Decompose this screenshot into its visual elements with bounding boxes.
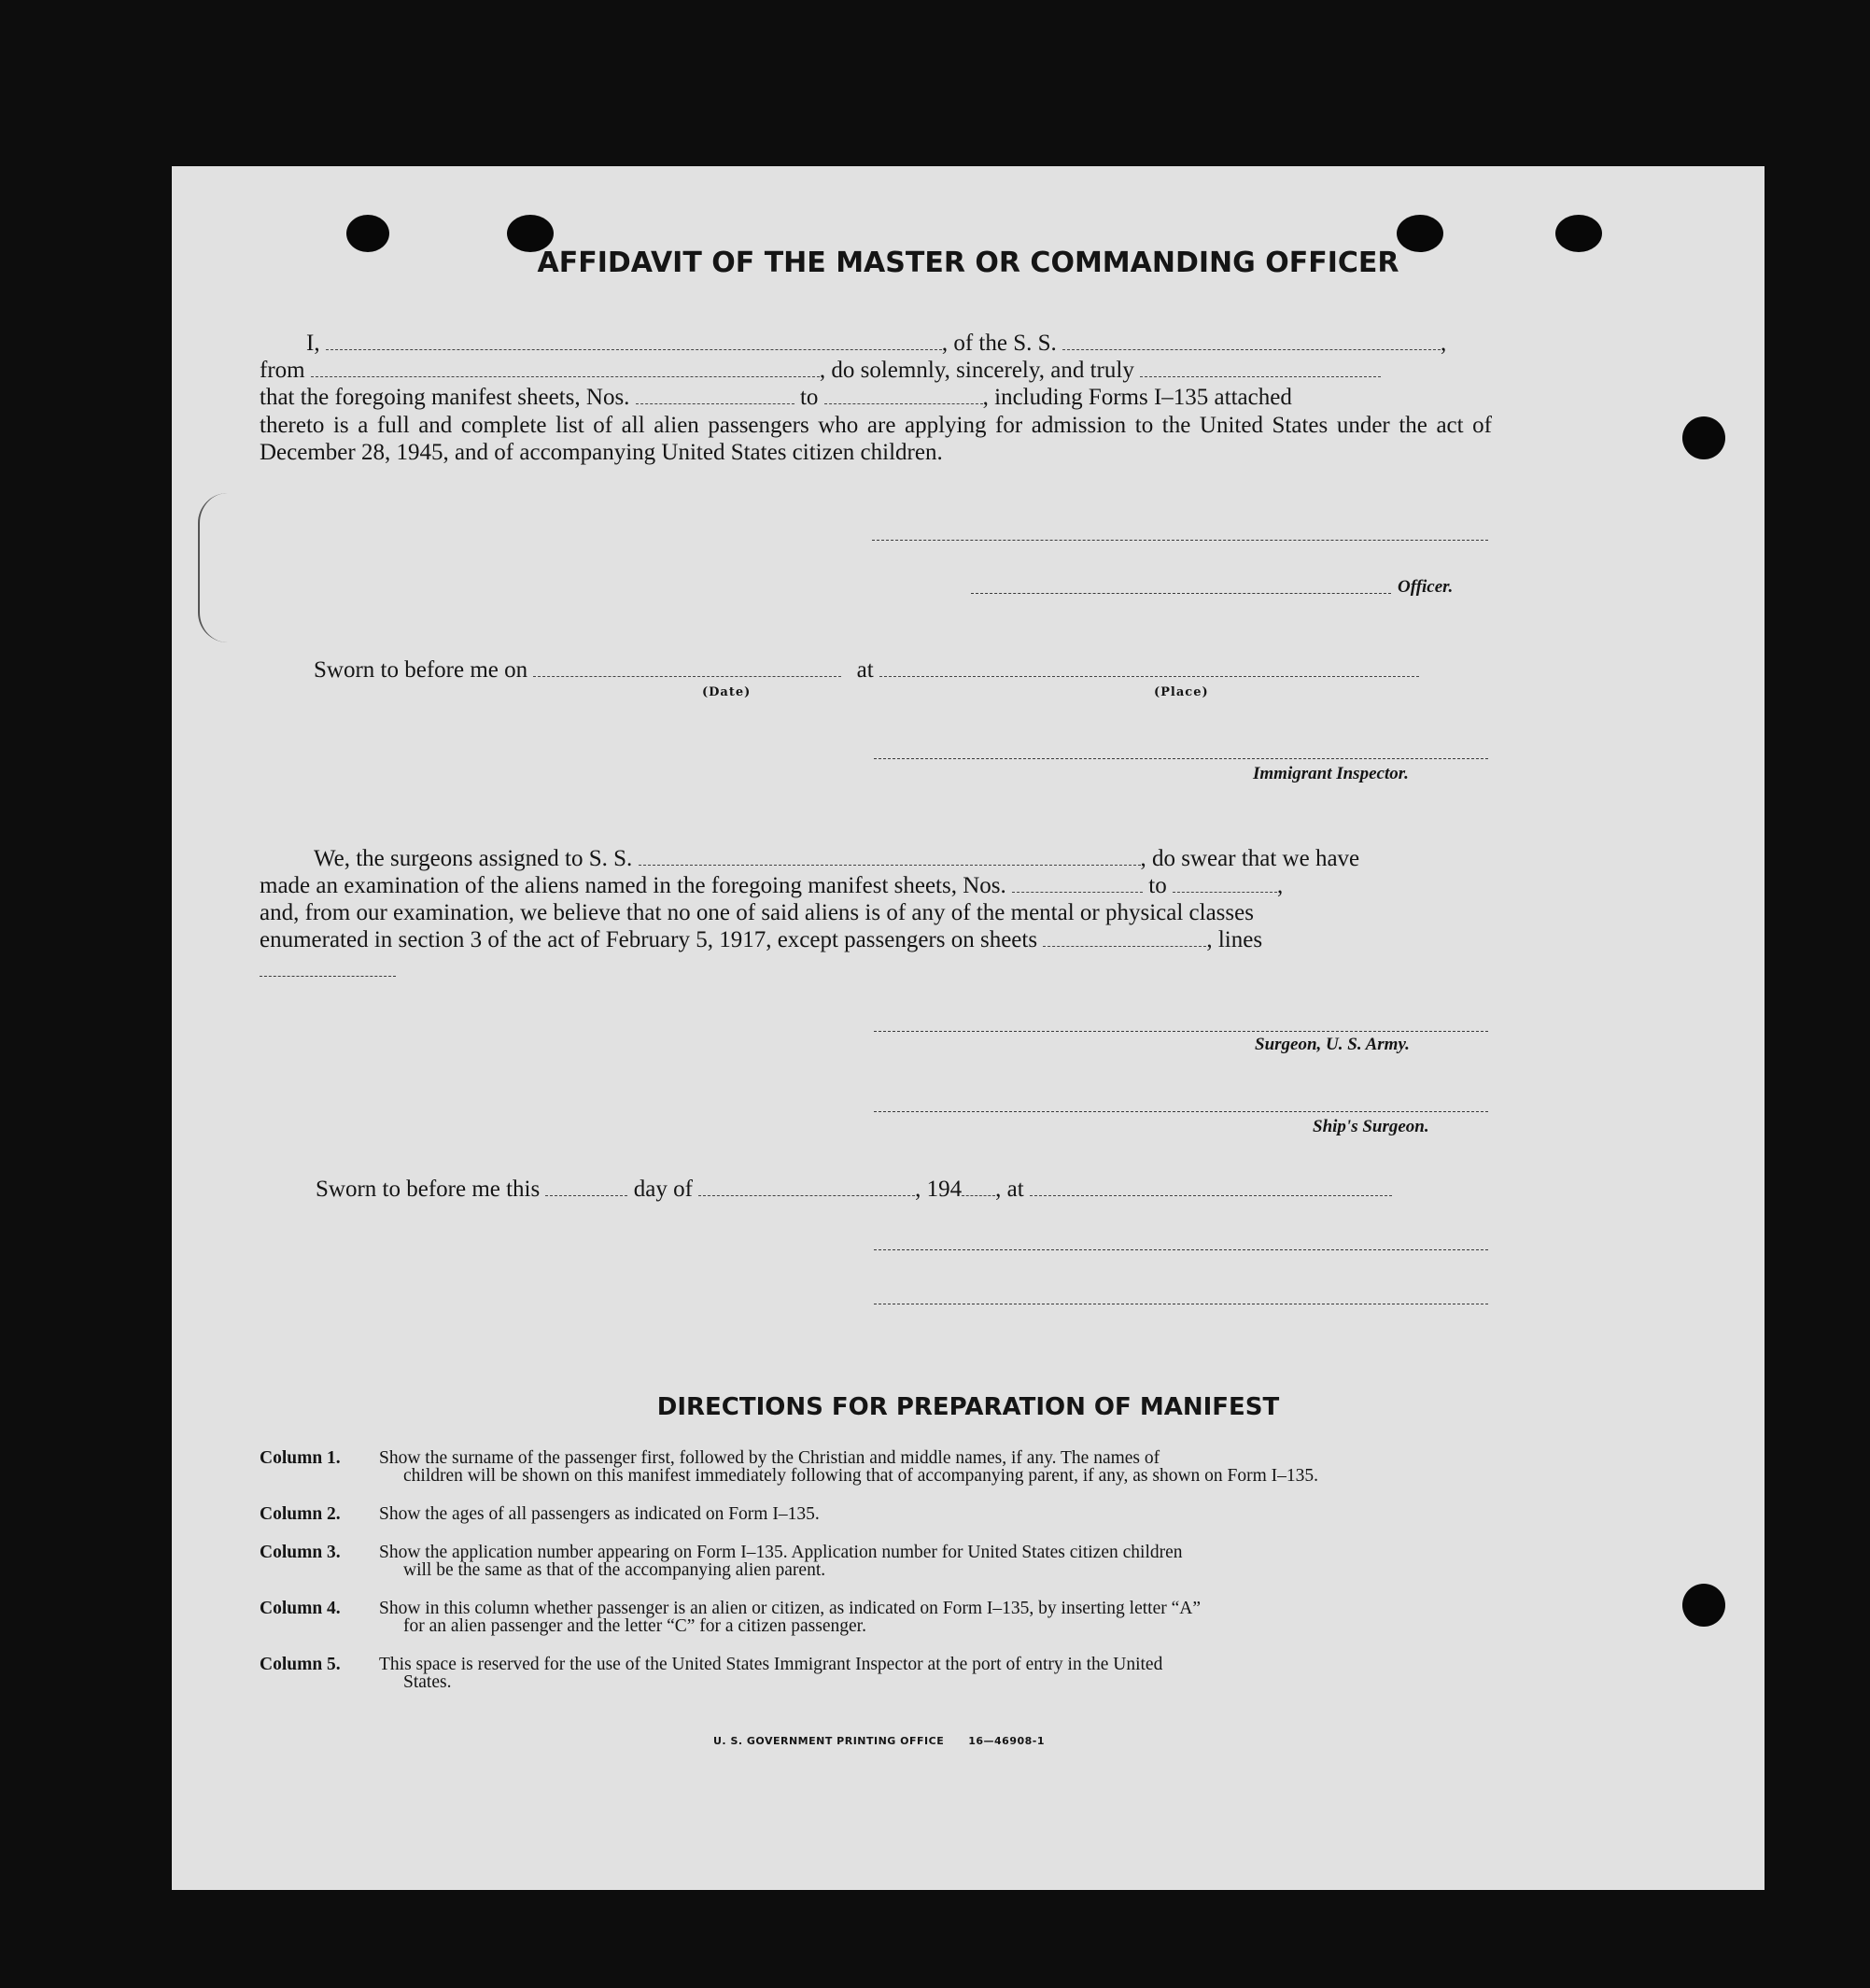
- army-surgeon-label: Surgeon, U. S. Army.: [1255, 1035, 1410, 1054]
- from-continuation-field[interactable]: [1140, 358, 1381, 377]
- form-page: [172, 166, 1765, 1890]
- sworn-day-field[interactable]: [545, 1177, 627, 1196]
- date-caption: (Date): [702, 685, 752, 699]
- punch-hole: [1682, 416, 1725, 459]
- direction-text-continued: children will be shown on this manifest immediately following that of accompanying parent, if any, as shown on Form I–135.: [403, 1466, 1319, 1486]
- form-number: 16—46908-1: [968, 1735, 1045, 1747]
- exam-sheets-to-field[interactable]: [1173, 873, 1277, 893]
- direction-text-continued: for an alien passenger and the letter “C” for a citizen passenger.: [403, 1616, 866, 1636]
- direction-item: [260, 1600, 1492, 1635]
- affidavit-line-1: I, , of the S. S. ,: [306, 331, 1447, 356]
- sworn-month-field[interactable]: [698, 1177, 915, 1196]
- witness-signature-line[interactable]: [874, 1249, 1488, 1250]
- sheets-to-field[interactable]: [824, 385, 983, 404]
- inspector-signature-line[interactable]: [874, 758, 1488, 759]
- sworn-date-field[interactable]: [533, 657, 841, 677]
- surgeons-line-3: and, from our examination, we believe that no one of said aliens is of any of the mental or physical classes: [260, 900, 1254, 925]
- printing-office-imprint: U. S. GOVERNMENT PRINTING OFFICE 16—46908-1: [713, 1735, 1045, 1747]
- affidavit-line-3: that the foregoing manifest sheets, Nos. to , including Forms I–135 attached: [260, 385, 1292, 410]
- ship-surgeon-signature-line[interactable]: [874, 1111, 1488, 1112]
- direction-item: [260, 1449, 1492, 1485]
- direction-column-label: Column 4.: [260, 1599, 341, 1618]
- surgeons-line-1: We, the surgeons assigned to S. S. , do swear that we have: [314, 846, 1360, 871]
- direction-item: [260, 1505, 1492, 1523]
- direction-column-label: Column 2.: [260, 1504, 341, 1524]
- direction-column-label: Column 5.: [260, 1655, 341, 1674]
- affidavit-line-2: from , do solemnly, sincerely, and truly: [260, 358, 1381, 384]
- officer-name-field[interactable]: [326, 331, 942, 350]
- punch-hole: [1682, 1584, 1725, 1627]
- direction-text-continued: will be the same as that of the accompanying alien parent.: [403, 1560, 826, 1580]
- ship-name-field[interactable]: [1062, 331, 1441, 350]
- exam-sheets-from-field[interactable]: [1012, 873, 1143, 893]
- except-sheets-field[interactable]: [1043, 927, 1206, 947]
- sworn-year-field[interactable]: [962, 1177, 995, 1196]
- officer-title-line[interactable]: [971, 593, 1391, 594]
- direction-text-continued: States.: [403, 1672, 452, 1692]
- surgeons-line-2: made an examination of the aliens named in the foregoing manifest sheets, Nos. to ,: [260, 873, 1284, 898]
- place-caption: (Place): [1154, 685, 1209, 699]
- immigrant-inspector-label: Immigrant Inspector.: [1253, 764, 1409, 783]
- officer-signature-line[interactable]: [872, 540, 1488, 541]
- sworn-location-field[interactable]: [1030, 1177, 1392, 1196]
- direction-item: [260, 1656, 1492, 1691]
- sworn-on-line: Sworn to before me on at: [314, 657, 1419, 684]
- affidavit-title: AFFIDAVIT OF THE MASTER OR COMMANDING OFFICER: [537, 247, 1399, 279]
- direction-column-label: Column 1.: [260, 1448, 341, 1468]
- direction-column-label: Column 3.: [260, 1543, 341, 1562]
- from-port-field[interactable]: [311, 358, 820, 377]
- sworn-this-line: Sworn to before me this day of , 194 , at: [316, 1177, 1392, 1203]
- army-surgeon-signature-line[interactable]: [874, 1031, 1488, 1032]
- ship-surgeon-label: Ship's Surgeon.: [1313, 1117, 1429, 1136]
- directions-list: [260, 1449, 1492, 1712]
- direction-text: Show the surname of the passenger first, followed by the Christian and middle names, if any. The names of: [379, 1448, 1160, 1468]
- officer-label: Officer.: [1398, 577, 1454, 597]
- surgeon-ship-field[interactable]: [639, 846, 1141, 866]
- directions-title: DIRECTIONS FOR PREPARATION OF MANIFEST: [656, 1393, 1280, 1421]
- direction-text: Show the application number appearing on Form I–135. Application number for United States citizen children: [379, 1543, 1183, 1562]
- direction-item: [260, 1544, 1492, 1579]
- sheets-from-field[interactable]: [636, 385, 794, 404]
- except-lines-field[interactable]: [260, 976, 396, 977]
- direction-text: Show in this column whether passenger is an alien or citizen, as indicated on Form I–135, by inserting letter “A”: [379, 1599, 1201, 1618]
- margin-pencil-mark: [198, 493, 228, 642]
- direction-text: Show the ages of all passengers as indicated on Form I–135.: [379, 1504, 820, 1524]
- sworn-place-field[interactable]: [879, 657, 1419, 677]
- affidavit-body: thereto is a full and complete list of all alien passengers who are applying for admission to the United States under the act of December 28, 1945, and of accompanying United States citizen children.: [260, 413, 1492, 465]
- direction-text: This space is reserved for the use of the United States Immigrant Inspector at the port of entry in the United: [379, 1655, 1163, 1674]
- surgeons-line-4: enumerated in section 3 of the act of February 5, 1917, except passengers on sheets , lines: [260, 927, 1263, 952]
